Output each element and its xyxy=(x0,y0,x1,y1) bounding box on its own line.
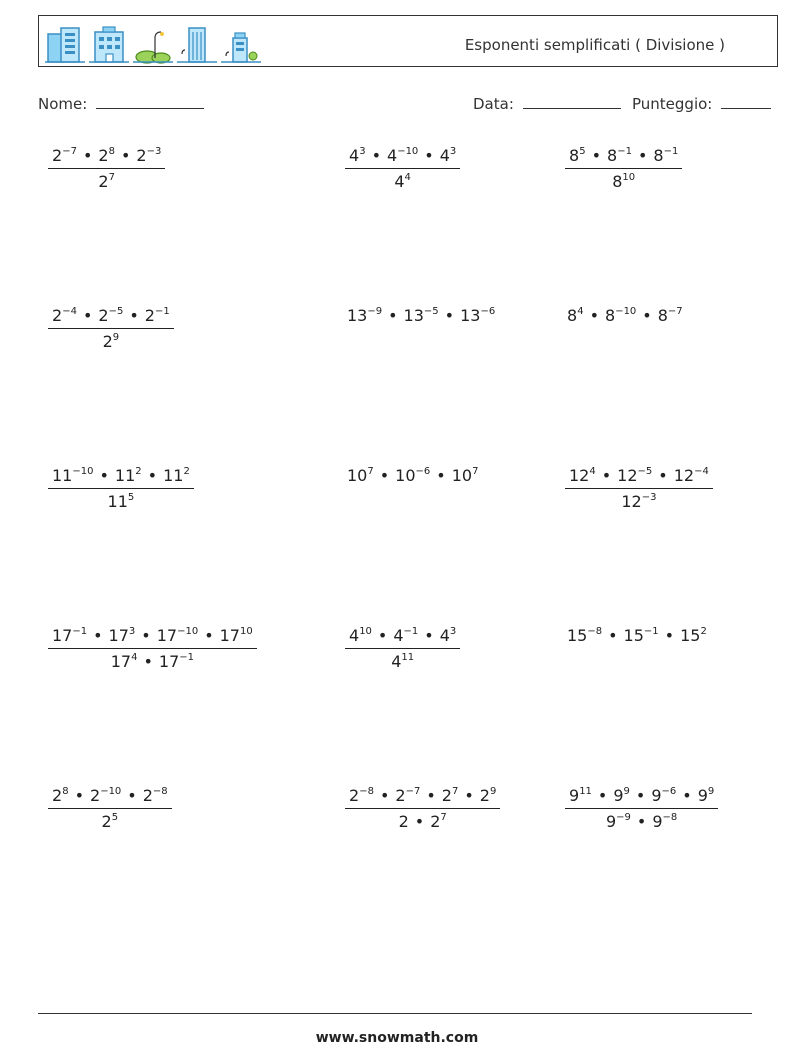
numerator xyxy=(565,466,713,488)
power-term xyxy=(102,812,119,831)
power-term xyxy=(395,466,430,485)
base: 2 xyxy=(101,812,112,831)
base: 8 xyxy=(567,306,578,325)
exponent: −1 xyxy=(154,306,170,317)
name-label: Nome: xyxy=(38,95,88,113)
multiply-dot: • xyxy=(597,786,608,805)
base: 9 xyxy=(652,812,663,831)
base: 8 xyxy=(607,146,618,165)
base: 17 xyxy=(158,652,180,671)
base: 17 xyxy=(219,626,240,645)
base: 15 xyxy=(623,626,644,645)
exponent: −7 xyxy=(62,146,77,157)
power-term xyxy=(108,492,135,511)
power-term xyxy=(569,466,596,485)
exponent: −3 xyxy=(146,146,162,157)
multiply-dot: • xyxy=(143,652,153,671)
expression xyxy=(565,306,685,325)
multiply-dot: • xyxy=(141,626,151,645)
multiply-dot: • xyxy=(414,812,425,831)
multiply-dot: • xyxy=(129,306,139,325)
multiply-dot: • xyxy=(658,466,668,485)
power-term xyxy=(607,146,632,165)
denominator xyxy=(48,648,257,671)
power-term xyxy=(349,626,372,645)
multiply-dot: • xyxy=(444,306,455,325)
power-term xyxy=(612,172,635,191)
base: 4 xyxy=(391,652,402,671)
base: 9 xyxy=(651,786,662,805)
exponent: −10 xyxy=(100,786,122,797)
power-term xyxy=(52,786,69,805)
base: 12 xyxy=(569,466,590,485)
power-term xyxy=(393,626,418,645)
base: 13 xyxy=(403,306,424,325)
exponent: −5 xyxy=(108,306,124,317)
denominator xyxy=(345,808,500,831)
multiply-dot: • xyxy=(664,626,675,645)
base: 2 xyxy=(142,786,153,805)
multiply-dot: • xyxy=(99,466,109,485)
problem-1 xyxy=(48,146,165,191)
base: 17 xyxy=(52,626,73,645)
fraction xyxy=(48,306,174,351)
power-term xyxy=(480,786,497,805)
multiply-dot: • xyxy=(426,786,436,805)
worksheet-header xyxy=(38,15,778,67)
exponent: 4 xyxy=(589,466,596,477)
problem-4 xyxy=(48,306,174,351)
exponent: −5 xyxy=(423,306,439,317)
base: 17 xyxy=(110,652,132,671)
fraction xyxy=(48,786,172,831)
base: 11 xyxy=(52,466,73,485)
power-term xyxy=(220,626,253,645)
base: 2 xyxy=(98,306,109,325)
expression xyxy=(345,306,497,325)
exponent: −4 xyxy=(694,466,709,477)
multiply-dot: • xyxy=(204,626,214,645)
power-term xyxy=(115,466,142,485)
multiply-dot: • xyxy=(424,626,434,645)
tower-icon xyxy=(177,24,217,64)
power-term xyxy=(440,626,457,645)
problem-3 xyxy=(565,146,682,191)
power-term xyxy=(460,306,495,325)
exponent: −8 xyxy=(587,626,603,637)
power-term xyxy=(658,306,683,325)
base: 9 xyxy=(613,786,624,805)
multiply-dot: • xyxy=(637,146,648,165)
exponent: −6 xyxy=(480,306,496,317)
power-term xyxy=(145,306,170,325)
multiply-dot: • xyxy=(82,306,93,325)
exponent: 5 xyxy=(579,146,586,157)
base: 9 xyxy=(697,786,708,805)
base: 12 xyxy=(673,466,695,485)
power-term xyxy=(98,306,123,325)
multiply-dot: • xyxy=(379,786,390,805)
exponent: 2 xyxy=(700,626,707,637)
exponent: 3 xyxy=(359,146,366,157)
multiply-dot: • xyxy=(635,786,646,805)
base: 2 xyxy=(52,786,63,805)
base: 2 xyxy=(395,786,406,805)
exponent: 9 xyxy=(489,786,497,797)
power-term xyxy=(395,786,420,805)
score-label: Punteggio: xyxy=(632,95,713,113)
base: 12 xyxy=(617,466,638,485)
numerator xyxy=(345,626,460,648)
exponent: −9 xyxy=(367,306,383,317)
problem-10 xyxy=(48,626,257,671)
base: 11 xyxy=(163,466,184,485)
exponent: −6 xyxy=(415,466,431,477)
exponent: 4 xyxy=(131,652,138,663)
multiply-dot: • xyxy=(388,306,398,325)
multiply-dot: • xyxy=(74,786,84,805)
fraction xyxy=(48,626,257,671)
exponent: −5 xyxy=(637,466,653,477)
exponent: −1 xyxy=(72,626,88,637)
exponent: −9 xyxy=(616,812,631,823)
power-term xyxy=(111,652,138,671)
base: 2 xyxy=(479,786,490,805)
problem-13 xyxy=(48,786,172,831)
house-icon xyxy=(221,24,261,64)
name-field[interactable] xyxy=(38,94,204,113)
power-term xyxy=(394,172,411,191)
worksheet-title: Esponenti semplificati ( Divisione ) xyxy=(464,36,725,54)
footer-divider xyxy=(38,1013,752,1014)
exponent: 5 xyxy=(127,492,135,503)
power-term xyxy=(430,812,447,831)
problem-6 xyxy=(565,306,685,325)
building-icon xyxy=(45,24,85,64)
power-term xyxy=(404,306,439,325)
exponent: 10 xyxy=(239,626,253,637)
power-term xyxy=(399,812,409,831)
numerator xyxy=(565,786,718,808)
base: 8 xyxy=(612,172,623,191)
base: 15 xyxy=(680,626,701,645)
base: 4 xyxy=(349,146,360,165)
power-term xyxy=(442,786,459,805)
base: 8 xyxy=(569,146,580,165)
power-term xyxy=(90,786,121,805)
exponent: 3 xyxy=(449,146,457,157)
exponent: 7 xyxy=(472,466,479,477)
fraction xyxy=(345,786,500,831)
exponent: 9 xyxy=(623,786,630,797)
numerator xyxy=(345,786,500,808)
numerator xyxy=(48,626,257,648)
problem-12 xyxy=(565,626,709,645)
fraction xyxy=(565,466,713,511)
base: 11 xyxy=(114,466,136,485)
exponent: −10 xyxy=(72,466,94,477)
base: 2 xyxy=(90,786,101,805)
multiply-dot: • xyxy=(608,626,618,645)
office-icon xyxy=(89,24,129,64)
exponent: −10 xyxy=(177,626,199,637)
multiply-dot: • xyxy=(424,146,434,165)
exponent: 7 xyxy=(367,466,374,477)
power-term xyxy=(569,146,586,165)
power-term xyxy=(617,466,652,485)
exponent: −1 xyxy=(617,146,632,157)
exponent: 9 xyxy=(112,332,120,343)
exponent: 4 xyxy=(404,172,411,183)
exponent: −8 xyxy=(152,786,168,797)
exponent: −10 xyxy=(397,146,419,157)
power-term xyxy=(651,786,676,805)
base: 4 xyxy=(439,626,450,645)
exponent: 4 xyxy=(577,306,584,317)
exponent: 5 xyxy=(111,812,119,823)
base: 2 xyxy=(52,146,63,165)
score-field[interactable] xyxy=(632,94,771,113)
base: 2 xyxy=(52,306,63,325)
power-term xyxy=(347,466,374,485)
base: 8 xyxy=(605,306,616,325)
problem-7 xyxy=(48,466,194,511)
power-term xyxy=(674,466,709,485)
exponent: 2 xyxy=(183,466,190,477)
numerator xyxy=(565,146,682,168)
exponent: −7 xyxy=(667,306,683,317)
power-term xyxy=(387,146,418,165)
exponent: 2 xyxy=(135,466,142,477)
multiply-dot: • xyxy=(601,466,612,485)
base: 13 xyxy=(347,306,368,325)
fraction xyxy=(48,466,194,511)
date-label: Data: xyxy=(473,95,514,113)
power-term xyxy=(52,146,77,165)
power-term xyxy=(52,306,77,325)
fraction xyxy=(565,146,682,191)
problem-5 xyxy=(345,306,497,325)
date-line[interactable] xyxy=(523,94,621,109)
power-term xyxy=(569,786,592,805)
expression xyxy=(565,626,709,645)
base: 2 xyxy=(441,786,452,805)
base: 2 xyxy=(98,172,109,191)
power-term xyxy=(698,786,715,805)
power-term xyxy=(567,306,584,325)
multiply-dot: • xyxy=(147,466,158,485)
fraction xyxy=(565,786,718,831)
problem-11 xyxy=(345,626,460,671)
denominator xyxy=(345,648,460,671)
fraction xyxy=(345,626,460,671)
base: 17 xyxy=(156,626,178,645)
exponent: 10 xyxy=(359,626,372,637)
power-term xyxy=(349,146,366,165)
power-term xyxy=(109,626,136,645)
score-line[interactable] xyxy=(721,94,771,109)
denominator xyxy=(345,168,460,191)
exponent: −1 xyxy=(643,626,659,637)
multiply-dot: • xyxy=(82,146,93,165)
base: 8 xyxy=(657,306,668,325)
power-term xyxy=(98,172,115,191)
power-term xyxy=(652,812,677,831)
base: 11 xyxy=(107,492,128,511)
problem-15 xyxy=(565,786,718,831)
power-term xyxy=(653,146,678,165)
numerator xyxy=(48,306,174,328)
numerator xyxy=(48,466,194,488)
base: 2 xyxy=(102,332,113,351)
multiply-dot: • xyxy=(682,786,692,805)
power-term xyxy=(452,466,479,485)
exponent: 7 xyxy=(451,786,459,797)
base: 4 xyxy=(387,146,398,165)
power-term xyxy=(349,786,374,805)
exponent: −7 xyxy=(405,786,421,797)
exponent: −8 xyxy=(359,786,374,797)
base: 2 xyxy=(98,146,109,165)
exponent: 8 xyxy=(108,146,115,157)
base: 2 xyxy=(398,812,409,831)
exponent: −4 xyxy=(62,306,77,317)
denominator xyxy=(48,328,174,351)
multiply-dot: • xyxy=(120,146,131,165)
exponent: −3 xyxy=(641,492,657,503)
power-term xyxy=(157,626,198,645)
base: 15 xyxy=(567,626,588,645)
expression xyxy=(345,466,480,485)
base: 10 xyxy=(451,466,473,485)
problem-14 xyxy=(345,786,500,831)
power-term xyxy=(440,146,457,165)
power-term xyxy=(52,466,93,485)
power-term xyxy=(605,306,636,325)
base: 12 xyxy=(621,492,642,511)
power-term xyxy=(391,652,414,671)
problem-9 xyxy=(565,466,713,511)
power-term xyxy=(613,786,630,805)
base: 2 xyxy=(144,306,155,325)
power-term xyxy=(163,466,190,485)
header-icons xyxy=(45,20,261,64)
multiply-dot: • xyxy=(436,466,446,485)
multiply-dot: • xyxy=(642,306,652,325)
fraction xyxy=(48,146,165,191)
multiply-dot: • xyxy=(591,146,601,165)
exponent: −1 xyxy=(403,626,419,637)
power-term xyxy=(624,626,659,645)
base: 13 xyxy=(460,306,481,325)
exponent: 10 xyxy=(622,172,636,183)
base: 2 xyxy=(430,812,441,831)
power-term xyxy=(567,626,602,645)
multiply-dot: • xyxy=(636,812,647,831)
power-term xyxy=(680,626,707,645)
base: 9 xyxy=(569,786,580,805)
power-term xyxy=(143,786,168,805)
date-field[interactable] xyxy=(473,94,621,113)
base: 10 xyxy=(395,466,416,485)
denominator xyxy=(565,488,713,511)
base: 4 xyxy=(393,626,404,645)
base: 17 xyxy=(108,626,129,645)
exponent: 3 xyxy=(449,626,457,637)
base: 4 xyxy=(439,146,450,165)
footer-url: www.snowmath.com xyxy=(315,1030,479,1046)
exponent: 11 xyxy=(401,652,415,663)
power-term xyxy=(159,652,194,671)
base: 9 xyxy=(605,812,617,831)
base: 2 xyxy=(349,786,360,805)
base: 4 xyxy=(394,172,405,191)
exponent: −1 xyxy=(179,652,194,663)
base: 4 xyxy=(349,626,360,645)
numerator xyxy=(48,146,165,168)
power-term xyxy=(606,812,631,831)
power-term xyxy=(98,146,115,165)
base: 10 xyxy=(347,466,368,485)
exponent: −10 xyxy=(615,306,637,317)
multiply-dot: • xyxy=(371,146,381,165)
power-term xyxy=(103,332,120,351)
park-icon xyxy=(133,24,173,64)
power-term xyxy=(621,492,656,511)
denominator xyxy=(48,488,194,511)
denominator xyxy=(48,808,172,831)
power-term xyxy=(52,626,87,645)
base: 2 xyxy=(136,146,147,165)
denominator xyxy=(565,168,682,191)
problem-8 xyxy=(345,466,480,485)
denominator xyxy=(48,168,165,191)
exponent: 11 xyxy=(579,786,592,797)
denominator xyxy=(565,808,718,831)
numerator xyxy=(48,786,172,808)
multiply-dot: • xyxy=(93,626,103,645)
multiply-dot: • xyxy=(127,786,137,805)
power-term xyxy=(136,146,161,165)
name-line[interactable] xyxy=(96,94,204,109)
base: 8 xyxy=(653,146,664,165)
exponent: 3 xyxy=(128,626,136,637)
exponent: −1 xyxy=(663,146,679,157)
exponent: −6 xyxy=(661,786,677,797)
numerator xyxy=(345,146,460,168)
exponent: 8 xyxy=(62,786,69,797)
multiply-dot: • xyxy=(464,786,474,805)
exponent: 7 xyxy=(440,812,447,823)
power-term xyxy=(347,306,382,325)
problem-2 xyxy=(345,146,460,191)
multiply-dot: • xyxy=(377,626,388,645)
multiply-dot: • xyxy=(589,306,599,325)
exponent: 9 xyxy=(707,786,715,797)
multiply-dot: • xyxy=(379,466,390,485)
fraction xyxy=(345,146,460,191)
exponent: −8 xyxy=(662,812,678,823)
exponent: 7 xyxy=(108,172,115,183)
